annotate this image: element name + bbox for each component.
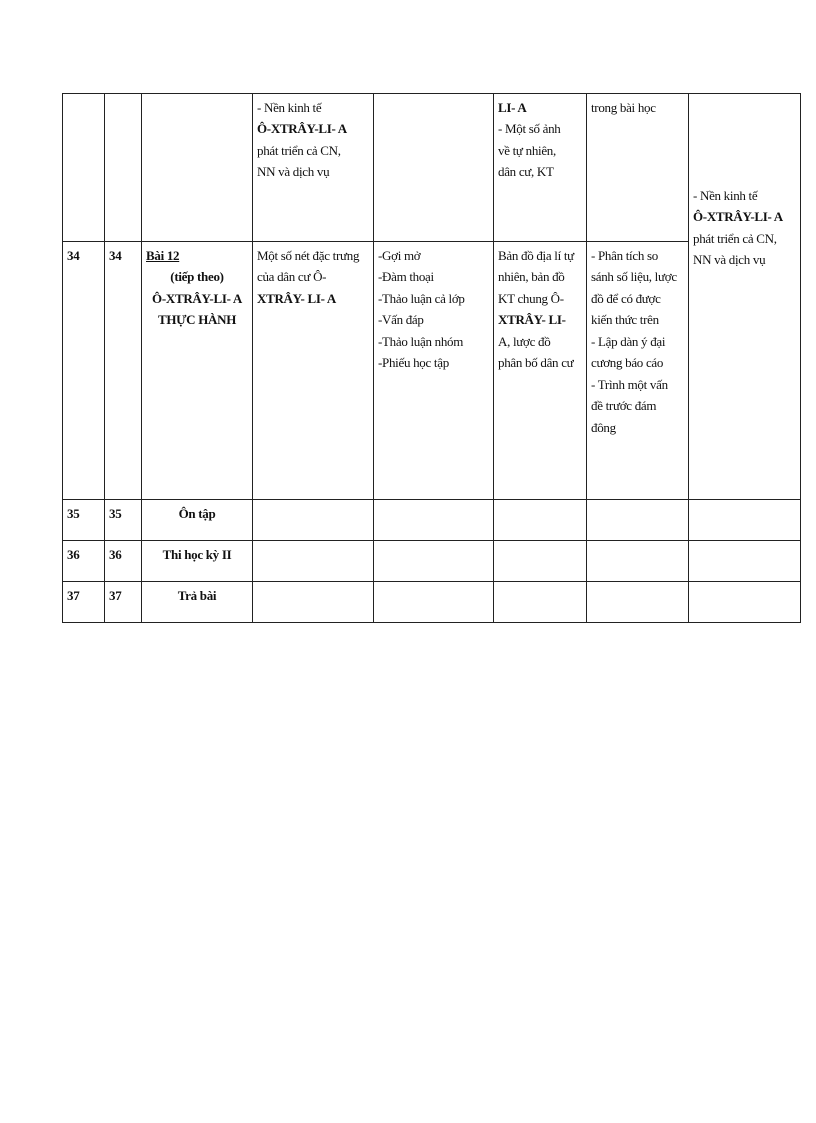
cell-equipment	[494, 500, 587, 541]
cell-period: 37	[105, 582, 142, 623]
cell-period	[105, 94, 142, 242]
text-line: phân bố dân cư	[498, 355, 574, 371]
cell-number	[63, 94, 105, 242]
text-line: - Lập dàn ý đại	[591, 333, 666, 349]
cell-lesson: Trả bài	[142, 582, 253, 623]
text-line: KT chung Ô-	[498, 290, 564, 306]
cell-content	[253, 500, 374, 541]
text-line: A, lược đồ	[498, 333, 551, 349]
table-row	[63, 582, 801, 623]
cell-period: 36	[105, 541, 142, 582]
text-line: Bản đồ địa lí tự	[498, 248, 574, 263]
cell-skills	[587, 500, 689, 541]
cell-equipment	[494, 582, 587, 623]
text-line: NN và dịch vụ	[693, 252, 766, 268]
text-line: phát triển cả CN,	[693, 230, 777, 246]
text-line: đồ để có được	[591, 290, 661, 306]
text-line: THỰC HÀNH	[157, 312, 237, 328]
text-line: đông	[591, 419, 616, 435]
text-line: -Thảo luận nhóm	[378, 333, 464, 349]
cell-method	[374, 242, 494, 500]
text-line: - Phân tích so	[591, 248, 658, 263]
cell-content	[253, 94, 374, 242]
cell-method	[374, 541, 494, 582]
text-line: dân cư, KT	[498, 164, 554, 180]
cell-method	[374, 500, 494, 541]
cell-skills	[587, 541, 689, 582]
text-line: cương báo cáo	[591, 355, 664, 371]
cell-equipment	[494, 541, 587, 582]
table-row	[63, 541, 801, 582]
cell-lesson: Thi học kỳ II	[142, 541, 253, 582]
cell-method	[374, 94, 494, 242]
lesson-title: Bài 12	[146, 248, 180, 263]
text-line: XTRÂY- LI-	[498, 312, 566, 328]
cell-equipment	[494, 242, 587, 500]
cell-notes	[689, 94, 801, 500]
cell-skills	[587, 582, 689, 623]
text-line: nhiên, bản đồ	[498, 269, 565, 285]
text-line: -Vấn đáp	[378, 312, 424, 328]
text-line: - Một số ảnh	[498, 121, 561, 137]
text-line: kiến thức trên	[591, 312, 659, 328]
cell-period: 35	[105, 500, 142, 541]
cell-period: 34	[105, 242, 142, 500]
cell-notes	[689, 541, 801, 582]
text-line: LI- A	[498, 100, 527, 115]
cell-number: 36	[63, 541, 105, 582]
text-line: đề trước đám	[591, 398, 657, 414]
text-line: - Trình một vấn	[591, 376, 668, 392]
cell-notes	[689, 500, 801, 541]
text-line: sánh số liệu, lược	[591, 269, 677, 285]
cell-method	[374, 582, 494, 623]
text-line: Ô-XTRÂY-LI- A	[693, 209, 783, 225]
cell-notes	[689, 582, 801, 623]
text-line: về tự nhiên,	[498, 142, 556, 158]
cell-content	[253, 242, 374, 500]
cell-lesson	[142, 242, 253, 500]
cell-equipment	[494, 94, 587, 242]
cell-lesson	[142, 94, 253, 242]
text-line: trong bài học	[591, 100, 656, 115]
text-line: XTRÂY- LI- A	[257, 290, 336, 306]
cell-skills	[587, 94, 689, 242]
text-line: - Nền kinh tế	[257, 100, 322, 115]
lesson-plan-table	[62, 93, 801, 623]
text-line: NN và dịch vụ	[257, 164, 330, 180]
text-line: -Gợi mở	[378, 248, 421, 263]
text-line: -Đàm thoại	[378, 269, 434, 285]
cell-content	[253, 582, 374, 623]
text-line: phát triển cả CN,	[257, 142, 341, 158]
cell-number: 37	[63, 582, 105, 623]
text-line: của dân cư Ô-	[257, 269, 327, 285]
text-line: - Nền kinh tế	[693, 188, 758, 203]
cell-skills	[587, 242, 689, 500]
cell-number: 34	[63, 242, 105, 500]
text-line: -Thảo luận cả lớp	[378, 290, 465, 306]
cell-number: 35	[63, 500, 105, 541]
text-line: (tiếp theo)	[170, 269, 224, 285]
text-line: Ô-XTRÂY-LI- A	[257, 121, 347, 137]
text-line: Một số nét đặc trưng	[257, 248, 360, 263]
cell-content	[253, 541, 374, 582]
text-line: Ô-XTRÂY-LI- A	[152, 290, 242, 306]
text-line: -Phiếu học tập	[378, 355, 449, 371]
table-row	[63, 94, 801, 242]
cell-lesson: Ôn tập	[142, 500, 253, 541]
table-row	[63, 500, 801, 541]
